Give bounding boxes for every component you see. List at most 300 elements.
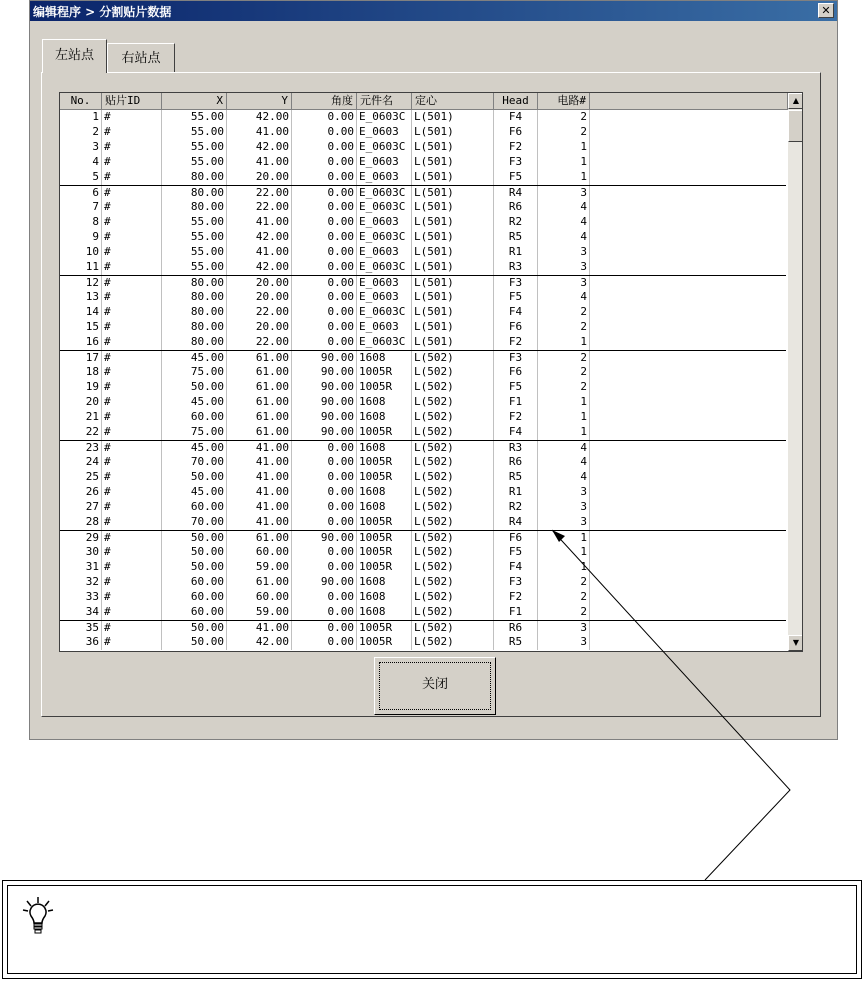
cell-y: 22.00 <box>227 186 292 201</box>
table-row[interactable] <box>60 275 786 291</box>
tab-left-station[interactable]: 左站点 <box>42 39 107 73</box>
cell-centering: L(502) <box>412 575 494 590</box>
cell-angle: 0.00 <box>292 276 357 291</box>
col-header-placement-id[interactable]: 贴片ID <box>102 93 162 110</box>
cell-x: 55.00 <box>162 110 227 125</box>
cell-circuit: 3 <box>538 621 590 636</box>
table-row[interactable] <box>60 110 786 125</box>
cell-y: 61.00 <box>227 395 292 410</box>
cell-circuit: 3 <box>538 186 590 201</box>
cell-y: 22.00 <box>227 335 292 350</box>
cell-circuit: 3 <box>538 500 590 515</box>
cell-component: 1608 <box>357 395 412 410</box>
cell-angle: 0.00 <box>292 290 357 305</box>
cell-y: 42.00 <box>227 635 292 650</box>
cell-placement-id: # <box>102 485 162 500</box>
cell-placement-id: # <box>102 635 162 650</box>
cell-no: 26 <box>60 485 102 500</box>
cell-circuit: 2 <box>538 605 590 620</box>
cell-component: E_0603C <box>357 186 412 201</box>
cell-no: 2 <box>60 125 102 140</box>
cell-x: 50.00 <box>162 545 227 560</box>
cell-centering: L(502) <box>412 485 494 500</box>
table-row[interactable] <box>60 530 786 546</box>
cell-angle: 90.00 <box>292 531 357 546</box>
cell-circuit: 1 <box>538 170 590 185</box>
cell-y: 20.00 <box>227 170 292 185</box>
table-row[interactable] <box>60 575 786 590</box>
cell-y: 59.00 <box>227 560 292 575</box>
cell-angle: 0.00 <box>292 140 357 155</box>
col-header-circuit[interactable]: 电路# <box>538 93 590 110</box>
cell-x: 45.00 <box>162 395 227 410</box>
cell-no: 33 <box>60 590 102 605</box>
cell-no: 6 <box>60 186 102 201</box>
cell-component: E_0603C <box>357 335 412 350</box>
cell-head: R4 <box>494 515 538 530</box>
cell-angle: 0.00 <box>292 125 357 140</box>
cell-head: R3 <box>494 260 538 275</box>
cell-circuit: 1 <box>538 531 590 546</box>
cell-component: E_0603 <box>357 320 412 335</box>
cell-x: 55.00 <box>162 125 227 140</box>
scroll-down-button[interactable]: ▼ <box>788 635 803 651</box>
cell-component: 1005R <box>357 560 412 575</box>
cell-head: R6 <box>494 200 538 215</box>
cell-no: 1 <box>60 110 102 125</box>
cell-x: 50.00 <box>162 470 227 485</box>
cell-x: 55.00 <box>162 215 227 230</box>
cell-component: 1005R <box>357 365 412 380</box>
cell-y: 61.00 <box>227 351 292 366</box>
tab-right-station[interactable]: 右站点 <box>107 43 175 73</box>
cell-angle: 90.00 <box>292 575 357 590</box>
cell-angle: 0.00 <box>292 335 357 350</box>
cell-placement-id: # <box>102 455 162 470</box>
cell-centering: L(501) <box>412 260 494 275</box>
cell-no: 14 <box>60 305 102 320</box>
cell-component: 1005R <box>357 531 412 546</box>
cell-placement-id: # <box>102 560 162 575</box>
cell-x: 45.00 <box>162 441 227 456</box>
cell-head: F5 <box>494 290 538 305</box>
col-header-no[interactable]: No. <box>60 93 102 110</box>
cell-x: 60.00 <box>162 605 227 620</box>
cell-angle: 0.00 <box>292 260 357 275</box>
cell-angle: 0.00 <box>292 305 357 320</box>
cell-centering: L(502) <box>412 441 494 456</box>
table-row[interactable] <box>60 410 786 425</box>
cell-placement-id: # <box>102 605 162 620</box>
cell-x: 55.00 <box>162 245 227 260</box>
table-row[interactable] <box>60 485 786 500</box>
cell-component: 1005R <box>357 470 412 485</box>
title-bar <box>30 1 837 21</box>
cell-centering: L(502) <box>412 365 494 380</box>
cell-placement-id: # <box>102 260 162 275</box>
cell-no: 11 <box>60 260 102 275</box>
cell-component: E_0603 <box>357 245 412 260</box>
cell-head: F5 <box>494 170 538 185</box>
cell-component: 1005R <box>357 545 412 560</box>
cell-placement-id: # <box>102 320 162 335</box>
cell-y: 61.00 <box>227 365 292 380</box>
table-row[interactable] <box>60 230 786 245</box>
cell-centering: L(502) <box>412 470 494 485</box>
cell-x: 50.00 <box>162 621 227 636</box>
cell-circuit: 4 <box>538 470 590 485</box>
cell-centering: L(502) <box>412 425 494 440</box>
cell-placement-id: # <box>102 531 162 546</box>
cell-component: 1608 <box>357 485 412 500</box>
cell-head: F6 <box>494 320 538 335</box>
cell-head: F4 <box>494 110 538 125</box>
cell-component: E_0603 <box>357 155 412 170</box>
cell-y: 41.00 <box>227 500 292 515</box>
cell-y: 41.00 <box>227 485 292 500</box>
table-row[interactable] <box>60 140 786 155</box>
cell-placement-id: # <box>102 545 162 560</box>
cell-placement-id: # <box>102 441 162 456</box>
cell-x: 70.00 <box>162 455 227 470</box>
cell-component: 1005R <box>357 635 412 650</box>
cell-component: 1608 <box>357 590 412 605</box>
cell-circuit: 1 <box>538 545 590 560</box>
table-row[interactable] <box>60 620 786 636</box>
cell-component: E_0603C <box>357 260 412 275</box>
table-row[interactable] <box>60 245 786 260</box>
cell-no: 22 <box>60 425 102 440</box>
cell-placement-id: # <box>102 140 162 155</box>
cell-placement-id: # <box>102 575 162 590</box>
cell-head: F5 <box>494 380 538 395</box>
cell-head: F3 <box>494 276 538 291</box>
cell-y: 41.00 <box>227 621 292 636</box>
cell-x: 50.00 <box>162 635 227 650</box>
cell-placement-id: # <box>102 155 162 170</box>
table-row[interactable] <box>60 395 786 410</box>
cell-y: 41.00 <box>227 215 292 230</box>
cell-placement-id: # <box>102 425 162 440</box>
cell-no: 19 <box>60 380 102 395</box>
table-row[interactable] <box>60 545 786 560</box>
col-header-head[interactable]: Head <box>494 93 538 110</box>
cell-component: 1608 <box>357 605 412 620</box>
cell-angle: 0.00 <box>292 485 357 500</box>
cell-y: 42.00 <box>227 140 292 155</box>
cell-no: 9 <box>60 230 102 245</box>
col-header-centering[interactable]: 定心 <box>412 93 494 110</box>
cell-centering: L(501) <box>412 140 494 155</box>
cell-circuit: 2 <box>538 365 590 380</box>
cell-placement-id: # <box>102 245 162 260</box>
cell-x: 55.00 <box>162 155 227 170</box>
table-row[interactable] <box>60 590 786 605</box>
cell-placement-id: # <box>102 230 162 245</box>
cell-centering: L(502) <box>412 590 494 605</box>
cell-y: 41.00 <box>227 515 292 530</box>
cell-centering: L(501) <box>412 276 494 291</box>
cell-head: F3 <box>494 351 538 366</box>
cell-placement-id: # <box>102 170 162 185</box>
table-row[interactable] <box>60 305 786 320</box>
close-button[interactable] <box>374 657 496 715</box>
cell-placement-id: # <box>102 276 162 291</box>
cell-circuit: 3 <box>538 245 590 260</box>
cell-component: E_0603 <box>357 276 412 291</box>
cell-circuit: 1 <box>538 335 590 350</box>
cell-head: R5 <box>494 635 538 650</box>
cell-circuit: 1 <box>538 560 590 575</box>
cell-circuit: 2 <box>538 320 590 335</box>
cell-head: F2 <box>494 410 538 425</box>
cell-x: 75.00 <box>162 365 227 380</box>
col-header-x[interactable]: X <box>162 93 227 110</box>
cell-centering: L(501) <box>412 305 494 320</box>
cell-no: 36 <box>60 635 102 650</box>
col-header-y[interactable]: Y <box>227 93 292 110</box>
cell-centering: L(501) <box>412 215 494 230</box>
cell-y: 41.00 <box>227 245 292 260</box>
cell-component: E_0603C <box>357 140 412 155</box>
cell-centering: L(501) <box>412 320 494 335</box>
cell-no: 31 <box>60 560 102 575</box>
cell-head: F6 <box>494 365 538 380</box>
cell-centering: L(502) <box>412 560 494 575</box>
cell-head: R1 <box>494 485 538 500</box>
cell-angle: 0.00 <box>292 320 357 335</box>
cell-head: F4 <box>494 560 538 575</box>
cell-centering: L(502) <box>412 531 494 546</box>
cell-no: 21 <box>60 410 102 425</box>
table-row[interactable] <box>60 320 786 335</box>
table-row[interactable] <box>60 455 786 470</box>
cell-head: R5 <box>494 230 538 245</box>
cell-y: 42.00 <box>227 230 292 245</box>
table-row[interactable] <box>60 170 786 185</box>
cell-component: E_0603C <box>357 305 412 320</box>
cell-circuit: 2 <box>538 125 590 140</box>
cell-angle: 0.00 <box>292 515 357 530</box>
cell-x: 60.00 <box>162 575 227 590</box>
cell-x: 50.00 <box>162 531 227 546</box>
table-row[interactable] <box>60 470 786 485</box>
cell-centering: L(501) <box>412 186 494 201</box>
cell-component: 1005R <box>357 425 412 440</box>
cell-component: E_0603 <box>357 125 412 140</box>
cell-no: 18 <box>60 365 102 380</box>
cell-no: 34 <box>60 605 102 620</box>
col-header-component[interactable]: 元件名 <box>357 93 412 110</box>
cell-x: 55.00 <box>162 230 227 245</box>
cell-angle: 90.00 <box>292 410 357 425</box>
table-row[interactable] <box>60 290 786 305</box>
cell-circuit: 4 <box>538 215 590 230</box>
cell-no: 25 <box>60 470 102 485</box>
cell-x: 55.00 <box>162 260 227 275</box>
cell-y: 60.00 <box>227 545 292 560</box>
cell-centering: L(501) <box>412 335 494 350</box>
cell-y: 41.00 <box>227 441 292 456</box>
cell-placement-id: # <box>102 305 162 320</box>
cell-component: E_0603C <box>357 110 412 125</box>
table-row[interactable] <box>60 560 786 575</box>
cell-no: 4 <box>60 155 102 170</box>
cell-angle: 0.00 <box>292 455 357 470</box>
cell-y: 61.00 <box>227 380 292 395</box>
cell-placement-id: # <box>102 186 162 201</box>
cell-y: 61.00 <box>227 410 292 425</box>
table-row[interactable] <box>60 155 786 170</box>
table-row[interactable] <box>60 515 786 530</box>
cell-x: 45.00 <box>162 485 227 500</box>
cell-angle: 0.00 <box>292 230 357 245</box>
col-header-filler <box>590 93 788 110</box>
cell-circuit: 1 <box>538 140 590 155</box>
cell-placement-id: # <box>102 365 162 380</box>
cell-x: 60.00 <box>162 410 227 425</box>
table-row[interactable] <box>60 425 786 440</box>
cell-x: 80.00 <box>162 290 227 305</box>
cell-centering: L(502) <box>412 621 494 636</box>
cell-no: 28 <box>60 515 102 530</box>
cell-head: R1 <box>494 245 538 260</box>
cell-y: 20.00 <box>227 320 292 335</box>
table-row[interactable] <box>60 605 786 620</box>
table-row[interactable] <box>60 125 786 140</box>
cell-no: 27 <box>60 500 102 515</box>
cell-head: R2 <box>494 500 538 515</box>
cell-head: R2 <box>494 215 538 230</box>
window-close-button[interactable]: ✕ <box>818 3 834 18</box>
cell-placement-id: # <box>102 380 162 395</box>
cell-x: 80.00 <box>162 200 227 215</box>
cell-angle: 0.00 <box>292 470 357 485</box>
cell-angle: 0.00 <box>292 621 357 636</box>
cell-angle: 0.00 <box>292 545 357 560</box>
cell-centering: L(502) <box>412 545 494 560</box>
cell-circuit: 3 <box>538 276 590 291</box>
cell-angle: 90.00 <box>292 365 357 380</box>
cell-circuit: 3 <box>538 635 590 650</box>
cell-head: F2 <box>494 335 538 350</box>
cell-head: F2 <box>494 590 538 605</box>
cell-centering: L(501) <box>412 230 494 245</box>
cell-placement-id: # <box>102 125 162 140</box>
cell-x: 60.00 <box>162 500 227 515</box>
cell-x: 80.00 <box>162 335 227 350</box>
vertical-scrollbar[interactable] <box>788 93 803 651</box>
tip-box-inner <box>7 885 857 974</box>
table-row[interactable] <box>60 260 786 275</box>
cell-y: 59.00 <box>227 605 292 620</box>
table-row[interactable] <box>60 200 786 215</box>
table-row[interactable] <box>60 440 786 456</box>
cell-x: 50.00 <box>162 560 227 575</box>
cell-angle: 90.00 <box>292 395 357 410</box>
cell-circuit: 4 <box>538 200 590 215</box>
cell-centering: L(502) <box>412 410 494 425</box>
table-row[interactable] <box>60 185 786 201</box>
table-row[interactable] <box>60 215 786 230</box>
cell-head: F4 <box>494 305 538 320</box>
cell-centering: L(502) <box>412 515 494 530</box>
cell-no: 30 <box>60 545 102 560</box>
cell-x: 80.00 <box>162 186 227 201</box>
scroll-up-button[interactable]: ▲ <box>788 93 803 109</box>
cell-placement-id: # <box>102 410 162 425</box>
cell-centering: L(502) <box>412 455 494 470</box>
table-row[interactable] <box>60 350 786 366</box>
cell-circuit: 1 <box>538 395 590 410</box>
cell-x: 60.00 <box>162 590 227 605</box>
cell-component: 1608 <box>357 441 412 456</box>
cell-component: 1005R <box>357 380 412 395</box>
cell-x: 80.00 <box>162 305 227 320</box>
cell-circuit: 3 <box>538 260 590 275</box>
table-row[interactable] <box>60 635 786 650</box>
cell-centering: L(502) <box>412 500 494 515</box>
cell-circuit: 2 <box>538 590 590 605</box>
cell-head: F5 <box>494 545 538 560</box>
cell-no: 13 <box>60 290 102 305</box>
cell-y: 22.00 <box>227 200 292 215</box>
cell-angle: 0.00 <box>292 170 357 185</box>
cell-circuit: 2 <box>538 351 590 366</box>
table-row[interactable] <box>60 380 786 395</box>
table-row[interactable] <box>60 335 786 350</box>
cell-head: R4 <box>494 186 538 201</box>
cell-component: E_0603C <box>357 200 412 215</box>
cell-centering: L(502) <box>412 380 494 395</box>
cell-angle: 0.00 <box>292 155 357 170</box>
cell-circuit: 4 <box>538 230 590 245</box>
cell-y: 42.00 <box>227 110 292 125</box>
cell-component: 1005R <box>357 621 412 636</box>
cell-placement-id: # <box>102 200 162 215</box>
scroll-thumb[interactable] <box>788 110 803 142</box>
cell-centering: L(501) <box>412 200 494 215</box>
cell-no: 16 <box>60 335 102 350</box>
cell-y: 41.00 <box>227 470 292 485</box>
cell-head: F6 <box>494 531 538 546</box>
table-row[interactable] <box>60 500 786 515</box>
cell-angle: 90.00 <box>292 380 357 395</box>
cell-angle: 0.00 <box>292 605 357 620</box>
cell-placement-id: # <box>102 515 162 530</box>
tab-panel <box>41 72 821 717</box>
cell-head: R6 <box>494 621 538 636</box>
cell-y: 61.00 <box>227 425 292 440</box>
split-placement-dialog <box>29 0 838 740</box>
cell-angle: 0.00 <box>292 635 357 650</box>
placement-grid <box>59 92 803 652</box>
close-button-label: 关闭 <box>421 677 448 692</box>
col-header-angle[interactable]: 角度 <box>292 93 357 110</box>
cell-x: 80.00 <box>162 320 227 335</box>
cell-circuit: 2 <box>538 110 590 125</box>
tip-box <box>2 880 862 979</box>
cell-placement-id: # <box>102 215 162 230</box>
cell-component: 1005R <box>357 515 412 530</box>
table-row[interactable] <box>60 365 786 380</box>
cell-component: 1005R <box>357 455 412 470</box>
cell-component: E_0603C <box>357 230 412 245</box>
cell-circuit: 4 <box>538 455 590 470</box>
cell-component: E_0603 <box>357 170 412 185</box>
cell-head: F2 <box>494 140 538 155</box>
cell-angle: 0.00 <box>292 245 357 260</box>
